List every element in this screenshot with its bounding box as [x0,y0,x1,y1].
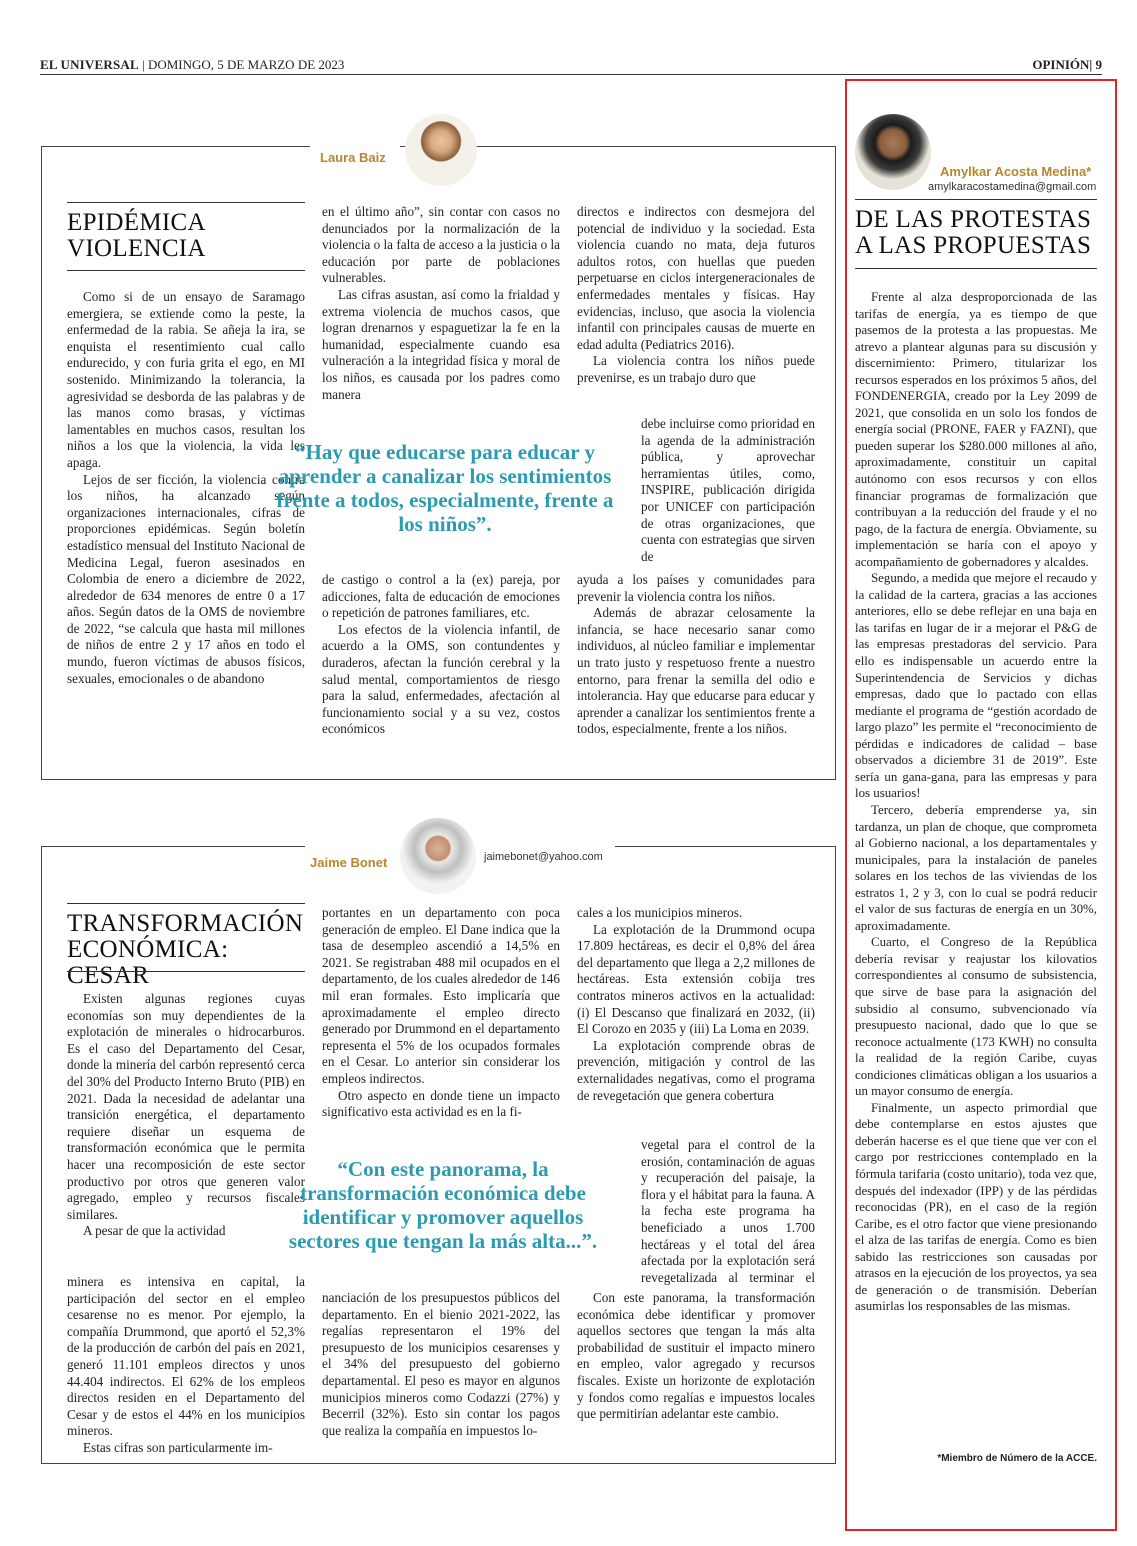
masthead [40,54,1102,76]
paragraph: Lejos de ser ficción, la violencia contra los niños, ha alcanzado según organizaciones internacionales, cifras de proporciones epidémicas. Según boletín estadístico mensual del Instituto Nacional de Medicina Legal, fueron asesinados en Colombia de enero a diciembre de 2022, alrededor de 634 menores de entre 0 a 17 años. Según datos de la OMS de noviembre de 2022, “se calcula que hasta mil millones de niños de entre 2 y 17 años en todo el mundo, fueron víctimas de abusos físicos, sexuales, emocionales o de abandono [67,471,305,686]
article-column-3-mid [641,1137,815,1287]
headline-rule [855,199,1097,200]
paragraph: vegetal para el control de la erosión, contaminación de aguas y recuperación del paisaje, la flora y el hábitat para la fauna. A la fecha este programa ha beneficiado a unos 1.700 hectáreas y el total del área afectada por la explotación será revegetalizada al terminar el [641,1137,815,1285]
author-name: Laura Baiz [320,150,386,165]
paragraph: directos e indirectos con desmejora del potencial de individuo y la sociedad. Esta violencia cuando no mata, deja futuros adultos rotos, con huellas que pueden perpetuarse en ciclos intergeneracionales de enfermedades mentales y físicas. Hay evidencias, incluso, que asocia la violencia infantil con principales causas de muerte en edad adulta (Pediatrics 2016). [577,204,815,352]
masthead-rule [40,74,1102,75]
headline-rule [67,202,305,203]
article-column-2-top [322,204,560,416]
headline-rule-bottom [67,971,305,972]
paragraph: A pesar de que la actividad [83,1223,226,1239]
masthead-left [40,57,344,73]
masthead-right [1032,57,1102,73]
article-column-3-bottom [577,572,815,767]
article-column-2-bottom [322,1290,560,1454]
author-email: jaimebonet@yahoo.com [484,851,603,863]
article-column-1-bottom [67,1274,305,1454]
author-footnote: *Miembro de Número de la ACCE. [937,1453,1097,1464]
paper-name: EL UNIVERSAL [40,57,139,72]
paragraph: Finalmente, un aspecto primordial que debe contemplarse en estos ajustes que deberán hacerse es el que tiene que ver con el cargo por restricciones contemplado en la fórmula tarifaria (costo unitario), toda vez que, después del indexador (IPP) y de las pérdidas reconocidas (PR), en el caso de la región Caribe, es el otro factor que viene presionando el alza de las tarifas de energía. Como es bien sabido las restricciones son causadas por atrasos en la ejecución de los proyectos, ya sea de generación o de transmisión. Deberían asumirlas los responsables de las mismas. [855,1100,1097,1314]
paragraph: portantes en un departamento con poca generación de empleo. El Dane indica que la tasa de desempleo ascendió a 14,5% en 2021. Se registraban 488 mil ocupados en el departamento, de los cuales alrededor de 146 mil eran formales. Esto implicaría que aproximadamente el empleo directo generado por Drummond en el departamento representa el 5% de los ocupados formales en el Cesar. Lo anterior sin considerar los empleos indirectos. [322,905,560,1086]
author-email: amylkaracostamedina@gmail.com [928,181,1097,193]
paragraph: Además de abrazar celosamente la infancia, se hace necesario sanar como individuos, al núcleo familiar e implementar un trato justo y respetuoso frente a nuestro entorno, para frenar la semilla del odio e intolerancia. Hay que educarse para educar y aprender a canalizar los sentimientos frente a todos, especialmente, frente a los niños. [577,605,815,737]
pull-quote: “Con este panorama, la transformación económica debe identificar y promover aquellos sectores que tengan la más alta...”. [288,1157,598,1253]
author-photo [405,114,477,186]
paragraph: debe incluirse como prioridad en la agenda de la administración pública, y aprovechar herramientas útiles, como, INSPIRE, publicación dirigida por UNICEF con participación de otras organizaciones, que cuenta con estrategias que sirven de [641,416,815,564]
paragraph: cales a los municipios mineros. [577,905,743,920]
article-column [855,289,1097,1459]
author-photo [855,114,931,190]
article-column-3-top [577,905,815,1137]
headline-rule-bottom [67,270,305,271]
paragraph: en el último año”, sin contar con casos no denunciados por la normalización de la violencia o la falta de acceso a la justicia o la educación por parte de poblaciones vulnerables. [322,204,560,286]
paragraph: Las cifras asustan, así como la frialdad y extrema violencia de muchos casos, que logran drenarnos y espaguetizar la fe en la humanidad, especialmente cuando esa vulneración a la integridad física y moral de los niños, es causada por los padres como manera [322,286,560,402]
headline-rule [67,903,305,904]
article-headline: DE LAS PROTESTAS A LAS PROPUESTAS [855,206,1092,259]
author-name: Amylkar Acosta Medina* [940,164,1092,179]
article-headline: TRANSFORMACIÓN ECONÓMICA: CESAR [67,910,304,989]
author-photo [400,818,476,894]
article-column-3-bottom [577,1290,815,1454]
section-name: OPINIÓN| [1032,57,1093,72]
paragraph: Otro aspecto en donde tiene un impacto significativo esta actividad es en la fi- [322,1087,560,1120]
paragraph: Frente al alza desproporcionada de las tarifas de energía, ya es tiempo de que pasemos de la protesta a las propuestas. Me atrevo a plantear algunas para su discusión y discernimiento: Primero, titularizar los recursos esperados en los próximos 5 años, del FONDENERGIA, creado por la Ley 2099 de 2021, que consolida en un solo los fondos de energía social (PRONE, FAER y FAZNI), que pueden superar los $280.000 millones al año, aproximadamente, constituir un capital autónomo con esos recursos y con ellos financiar programas de formalización que contribuyan a la reducción del fraude y el no pago, de la factura de energía. Obviamente, su implementación se haría con el apoyo y acompañamiento de gobernadores y alcaldes. [855,290,1097,569]
author-name: Jaime Bonet [310,855,388,870]
article-column-2-top [322,905,560,1137]
paragraph: de castigo o control a la (ex) pareja, por adicciones, falta de educación de emociones o repetición de patrones familiares, etc. [322,572,560,621]
paragraph: nanciación de los presupuestos públicos del departamento. En el bienio 2021-2022, las regalías representaron el 19% del presupuesto de los municipios cesarenses y el 34% del presupuesto del gobierno departamental. El peso es mayor en algunos municipios mineros como Codazzi (27%) y Becerril (32%). Esto sin contar los pagos que realiza la compañía en impuestos lo- [322,1290,560,1438]
article-column-3-mid [641,416,815,572]
article-headline: EPIDÉMICA VIOLENCIA [67,209,206,262]
paragraph: La explotación de la Drummond ocupa 17.809 hectáreas, es decir el 0,8% del área del departamento que llega a 2,2 millones de hectáreas. Esta extensión cobija tres contratos mineros activos en la actualidad: (i) El Descanso que finalizará en 2032, (ii) El Corozo en 2035 y (iii) La Loma en 2039. [577,921,815,1037]
paragraph: minera es intensiva en capital, la participación del sector en el empleo cesarense no es menor. Por ejemplo, la compañía Drummond, que aportó el 52,3% de la producción de carbón del país en 2021, generó 11.101 empleos directos y unos 44.404 indirectos. El 62% de los empleos directos residen en el Departamento del Cesar y de estos el 44% en los municipios mineros. [67,1274,305,1439]
paragraph: Con este panorama, la transformación económica debe identificar y promover aquellos sectores que tengan la más alta probabilidad de sustituir el impacto minero en empleo, valor agregado y recursos fiscales. Existe un horizonte de explotación y fondos como regalías e impuestos locales que permitirían adelantar este cambio. [577,1290,815,1422]
paragraph: ayuda a los países y comunidades para prevenir la violencia contra los niños. [577,572,815,604]
paragraph: Cuarto, el Congreso de la República debería revisar y reajustar los kilovatios correspondientes al consumo de subsistencia, que sirve de base para la asignación del subsidio al consumo, subvencionado vía presupuesto nacional, dado que lo que se reconoce actualmente (173 KWH) no consulta la realidad de la región Caribe, cuyas condiciones climáticas obligan a los usuarios a un mayor consumo de energía. [855,935,1097,1099]
pull-quote: “Hay que educarse para educar y aprender a canalizar los sentimientos frente a todos, especialmente, frente a los niños”. [276,440,614,536]
paragraph: Como si de un ensayo de Saramago emergiera, se extiende como la peste, la enfermedad de la rabia. Se añeja la ira, se enquista el resentimiento cual callo endurecido, y con furia grita el ego, en MI sostenido. Minimizando la tolerancia, la agresividad se desborda de las palabras y de las manos como brasas, y víctimas lamentables en muchos casos, resultan los niños a los que la violencia, la vida les apaga. [67,289,305,470]
paragraph: La explotación comprende obras de prevención, mitigación y control de las externalidades negativas, como el programa de revegetación que genera cobertura [577,1037,815,1103]
paragraph: Tercero, debería emprenderse ya, sin tardanza, un plan de choque, que comprometa al Gobierno nacional, a los departamentales y municipales, para la instalación de paneles solares en los techos de las viviendas de los estratos 1, 2 y 3, con lo cual se podrá reducir el valor de sus facturas de energía en un 30%, aproximadamente. [855,802,1097,933]
headline-rule-bottom [855,268,1097,269]
paragraph: Segundo, a medida que mejore el recaudo y la calidad de la cartera, gracias a las acciones anteriores, ello se debe reflejar en una baja en las tarifas en lugar de ir a mejorar el P&G de las empresas prestadoras del servicio. Para ello es indispensable un acuerdo entre la Superintendencia de Servicios y dichas empresas, dado que lo pactado con ellas mediante el programa de “gestión acordado de largo plazo” les permite el “reconocimiento de pérdidas e indicadores de calidad – base observados a diciembre 31 de 2019”. Este sería un gana-gana, para las empresas y para los usuarios! [855,571,1097,801]
article-column-3-top [577,204,815,416]
paragraph: Existen algunas regiones cuyas economías son muy dependientes de la explotación de minerales o hidrocarburos. Es el caso del Departamento del Cesar, donde la minería del carbón representó cerca del 30% del Producto Interno Bruto (PIB) en 2021. Dada la necesidad de adelantar una transición energética, el departamento requiere diseñar un esquema de transformación económica que le permita hacer una recomposición de este sector productivo por otros que generen valor agregado, empleo y recursos fiscales similares. [67,991,305,1222]
paragraph: Los efectos de la violencia infantil, de acuerdo a la OMS, son contundentes y duraderos, afectan la función cerebral y la salud mental, comportamientos de riesgo para la salud, enfermedades, afectación al funcionamiento social y a su vez, costos económicos [322,621,560,737]
paragraph: La violencia contra los niños puede prevenirse, es un trabajo duro que [577,353,815,385]
article-column-2-bottom [322,572,560,767]
page-number: 9 [1095,57,1102,72]
issue-date: | DOMINGO, 5 DE MARZO DE 2023 [142,57,345,72]
paragraph: Estas cifras son particularmente im- [83,1439,273,1454]
